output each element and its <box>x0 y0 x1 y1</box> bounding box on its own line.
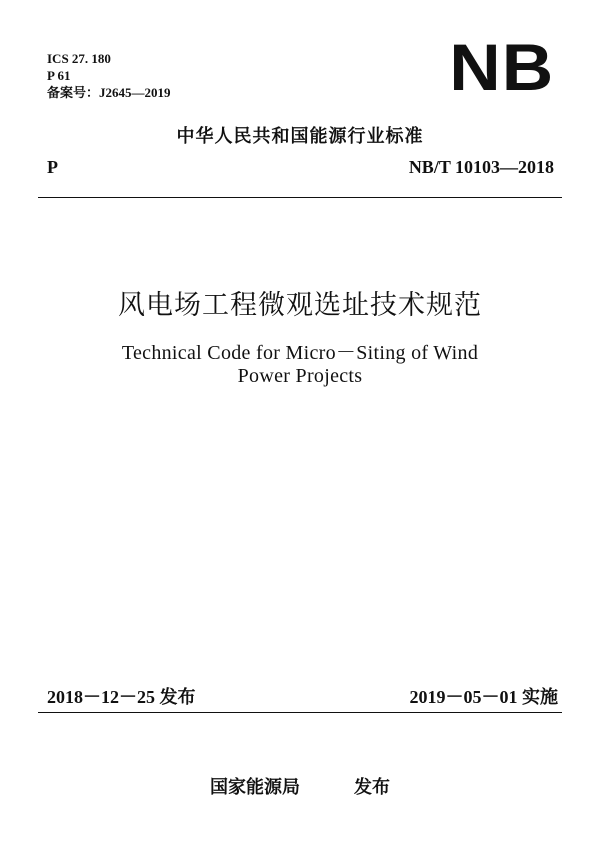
issue-date: 2018－12－25 发布 <box>47 687 196 707</box>
publisher: 国家能源局 <box>210 777 300 798</box>
implementation-date: 2019－05－01 实施 <box>409 687 558 707</box>
bottom-divider <box>38 712 562 713</box>
standard-category: 中华人民共和国能源行业标准 <box>176 126 424 147</box>
record-number: 备案号：J2645—2019 <box>47 85 171 100</box>
title-chinese: 风电场工程微观选址技术规范 <box>118 290 482 321</box>
ccs-code: P 61 <box>47 68 71 83</box>
document-meta <box>47 50 171 101</box>
classification-code: P <box>47 157 58 177</box>
nb-logo: NB <box>448 30 554 104</box>
ics-code: ICS 27. 180 <box>47 51 111 66</box>
release-label: 发布 <box>354 777 390 798</box>
title-english-line2: Power Projects <box>237 365 363 387</box>
title-english-line1: Technical Code for Micro－Siting of Wind <box>121 342 479 364</box>
top-divider <box>38 197 562 198</box>
standard-number: NB/T 10103—2018 <box>408 157 554 177</box>
